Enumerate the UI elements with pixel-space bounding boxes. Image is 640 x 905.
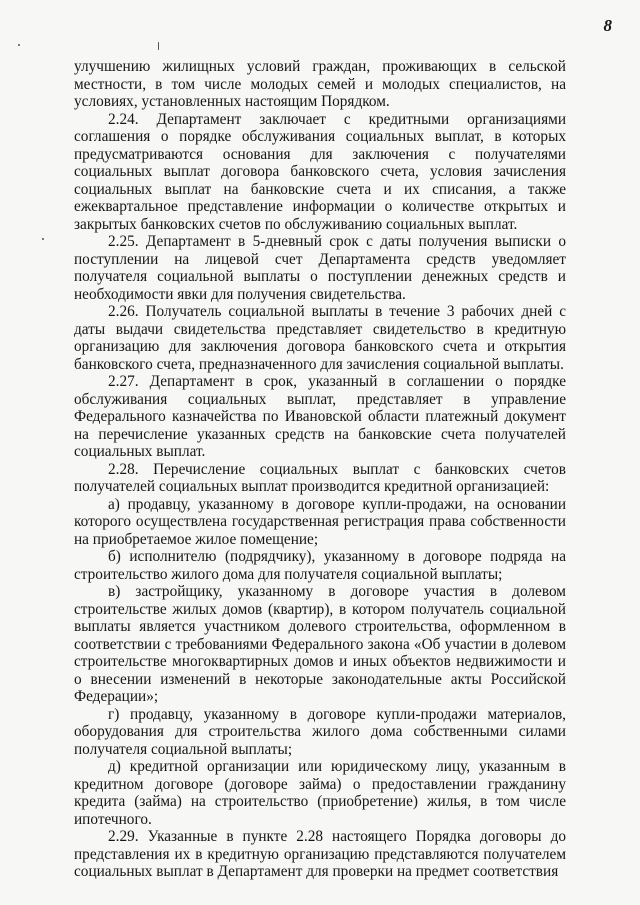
scan-speck [42,238,44,240]
list-item-a: а) продавцу, указанному в договоре купли-продажи, на основании которого осуществлена государственная регистрация права собственности на приобретаемое жилое помещение; [74,495,566,548]
paragraph-2-28: 2.28. Перечисление социальных выплат с банковских счетов получателей социальных выплат производится кредитной организацией: [74,460,566,495]
list-item-g: г) продавцу, указанному в договоре купли-продажи материалов, оборудования для строительства жилого дома собственными силами получателя социальной выплаты; [74,705,566,758]
page-number: 8 [603,16,612,35]
scan-speck [18,44,20,46]
paragraph-2-26: 2.26. Получатель социальной выплаты в течение 3 рабочих дней с даты выдачи свидетельства представляет свидетельство в кредитную организацию для заключения договора банковского счета и открытия банковского счета, предназначенного для зачисления социальной выплаты. [74,303,566,373]
scan-speck [158,42,159,50]
paragraph-2-25: 2.25. Департамент в 5-дневный срок с даты получения выписки о поступлении на лицевой счет Департамента средств уведомляет получателя социальной выплаты о поступлении денежных средств и необходимости явки для получения свидетельства. [74,233,566,303]
list-item-d: д) кредитной организации или юридическому лицу, указанным в кредитном договоре (договоре займа) о предоставлении гражданину кредита (займа) на строительство (приобретение) жилья, в том числе ипотечного. [74,758,566,828]
paragraph-2-29: 2.29. Указанные в пункте 2.28 настоящего Порядка договоры до представления их в кредитную организацию представляются получателем социальных выплат в Департамент для проверки на предмет соответствия [74,828,566,880]
paragraph-continuation: улучшению жилищных условий граждан, проживающих в сельской местности, в том числе молодых семей и молодых специалистов, на условиях, установленных настоящим Порядком. [74,58,566,110]
paragraph-2-24: 2.24. Департамент заключает с кредитными организациями соглашения о порядке обслуживания социальных выплат, в которых предусматриваются основания для заключения с получателями социальных выплат договора банковского счета, условия зачисления социальных выплат на банковские счета и их списания, а также ежеквартальное представление информации о количестве открытых и закрытых банковских счетов по обслуживанию социальных выплат. [74,110,566,233]
paragraph-2-27: 2.27. Департамент в срок, указанный в соглашении о порядке обслуживания социальных выплат, представляет в управление Федерального казначейства по Ивановской области платежный документ на перечисление указанных средств на банковские счета получателей социальных выплат. [74,373,566,460]
list-item-v: в) застройщику, указанному в договоре участия в долевом строительстве жилых домов (квартир), в котором получатель социальной выплаты является участником долевого строительства, оформленном в соответствии с требованиями Федерального закона «Об участии в долевом строительстве многоквартирных домов и иных объектов недвижимости и о внесении изменений в некоторые законодательные акты Российской Федерации»; [74,583,566,705]
document-body [74,58,566,881]
list-item-b: б) исполнителю (подрядчику), указанному в договоре подряда на строительство жилого дома для получателя социальной выплаты; [74,548,566,583]
